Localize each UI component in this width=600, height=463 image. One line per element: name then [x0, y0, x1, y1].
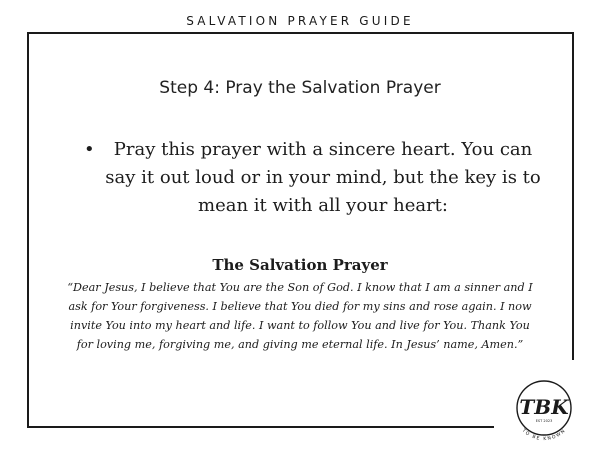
step-heading: Step 4: Pray the Salvation Prayer [159, 78, 441, 98]
logo-ring-text: TO BE KNOWN [520, 428, 568, 443]
tbk-logo-icon [502, 366, 586, 450]
bullet-dot-icon: • [84, 139, 95, 160]
logo-est-text: EST 2023 [535, 419, 553, 423]
logo-monogram: TBK [519, 395, 569, 419]
header [0, 12, 600, 30]
page-header-title: SALVATION PRAYER GUIDE [174, 14, 426, 28]
prayer-title: The Salvation Prayer [212, 256, 388, 274]
instruction-text: Pray this prayer with a sincere heart. You can say it out loud or in your mind, but the key is to mean it with all your heart: [105, 139, 541, 216]
instruction-bullet-item [84, 136, 544, 220]
prayer-text: “Dear Jesus, I believe that You are the Son of God. I know that I am a sinner and I ask for Your forgiveness. I believe that You died for my sins and rose again. I now invite You into my heart and life. I want to follow You and live for You. Thank You for loving me, forgiving me, and giving me eternal life. In Jesus’ name, Amen.” [67, 281, 533, 351]
